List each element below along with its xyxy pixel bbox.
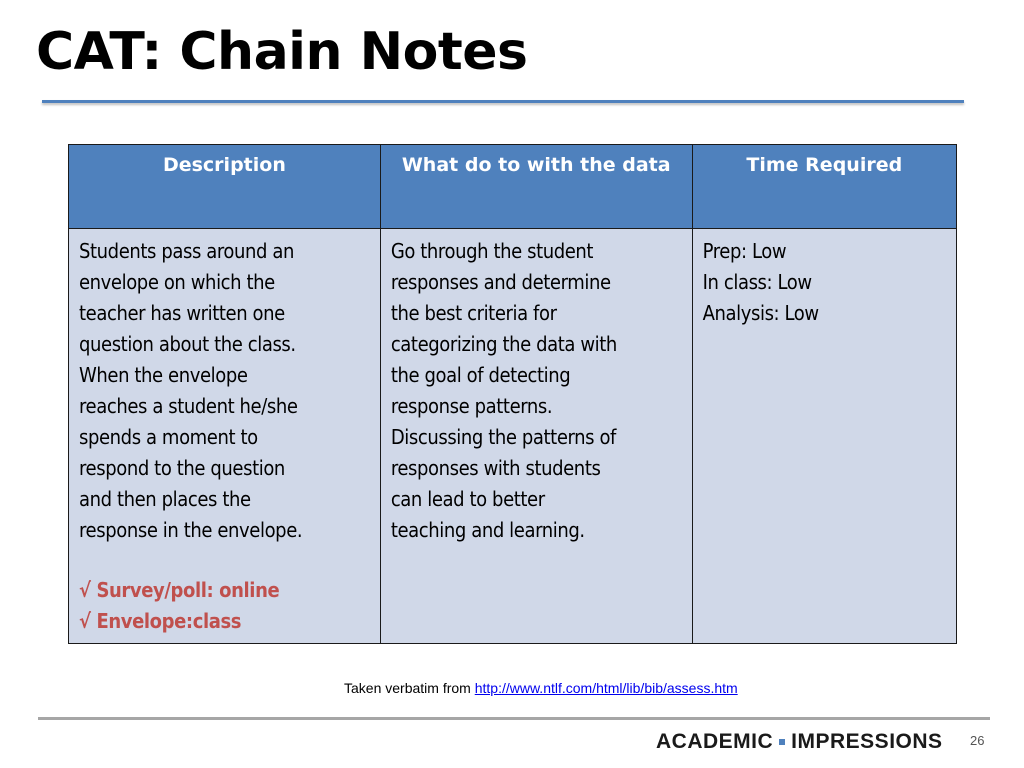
- data-line: categorizing the data with: [390, 332, 617, 356]
- description-cell: [69, 229, 381, 644]
- title-divider: [42, 100, 964, 103]
- time-analysis: Analysis: Low: [702, 301, 819, 325]
- check-item-envelope: √ Envelope:class: [79, 609, 242, 633]
- credit-prefix: Taken verbatim from: [344, 680, 475, 696]
- data-line: Discussing the patterns of: [390, 425, 616, 449]
- academic-impressions-logo: [656, 730, 943, 754]
- logo-left-text: ACADEMIC: [656, 730, 774, 753]
- time-required-cell: [692, 229, 956, 644]
- description-line: reaches a student he/she: [79, 394, 298, 418]
- data-usage-cell: [380, 229, 692, 644]
- spacer: [79, 546, 371, 575]
- description-line: response in the envelope.: [79, 518, 303, 542]
- logo-right-text: IMPRESSIONS: [791, 730, 943, 753]
- header-what-to-do: What do to with the data: [380, 145, 692, 229]
- time-in-class: In class: Low: [702, 270, 812, 294]
- description-line: When the envelope: [79, 363, 248, 387]
- table-header-row: [69, 145, 957, 229]
- data-line: the goal of detecting: [390, 363, 571, 387]
- description-line: teacher has written one: [79, 301, 285, 325]
- source-link[interactable]: http://www.ntlf.com/html/lib/bib/assess.htm: [474, 680, 738, 696]
- chain-notes-table: [68, 144, 957, 644]
- data-line: Go through the student: [390, 239, 594, 263]
- data-line: responses and determine: [390, 270, 611, 294]
- time-prep: Prep: Low: [702, 239, 787, 263]
- description-line: and then places the: [79, 487, 251, 511]
- header-time-required: Time Required: [692, 145, 956, 229]
- description-line: question about the class.: [79, 332, 296, 356]
- data-line: responses with students: [390, 456, 601, 480]
- data-line: teaching and learning.: [390, 518, 585, 542]
- check-item-survey: √ Survey/poll: online: [79, 578, 280, 602]
- header-description: Description: [69, 145, 381, 229]
- data-line: response patterns.: [390, 394, 553, 418]
- logo-dot-icon: [779, 739, 785, 745]
- slide-title: CAT: Chain Notes: [36, 22, 528, 82]
- description-line: envelope on which the: [79, 270, 275, 294]
- data-line: can lead to better: [390, 487, 545, 511]
- description-line: Students pass around an: [79, 239, 295, 263]
- description-line: respond to the question: [79, 456, 285, 480]
- data-line: the best criteria for: [390, 301, 557, 325]
- page-number: 26: [970, 733, 985, 748]
- source-credit: [344, 680, 738, 696]
- footer-divider: [38, 717, 990, 720]
- table-row: [69, 229, 957, 644]
- description-line: spends a moment to: [79, 425, 258, 449]
